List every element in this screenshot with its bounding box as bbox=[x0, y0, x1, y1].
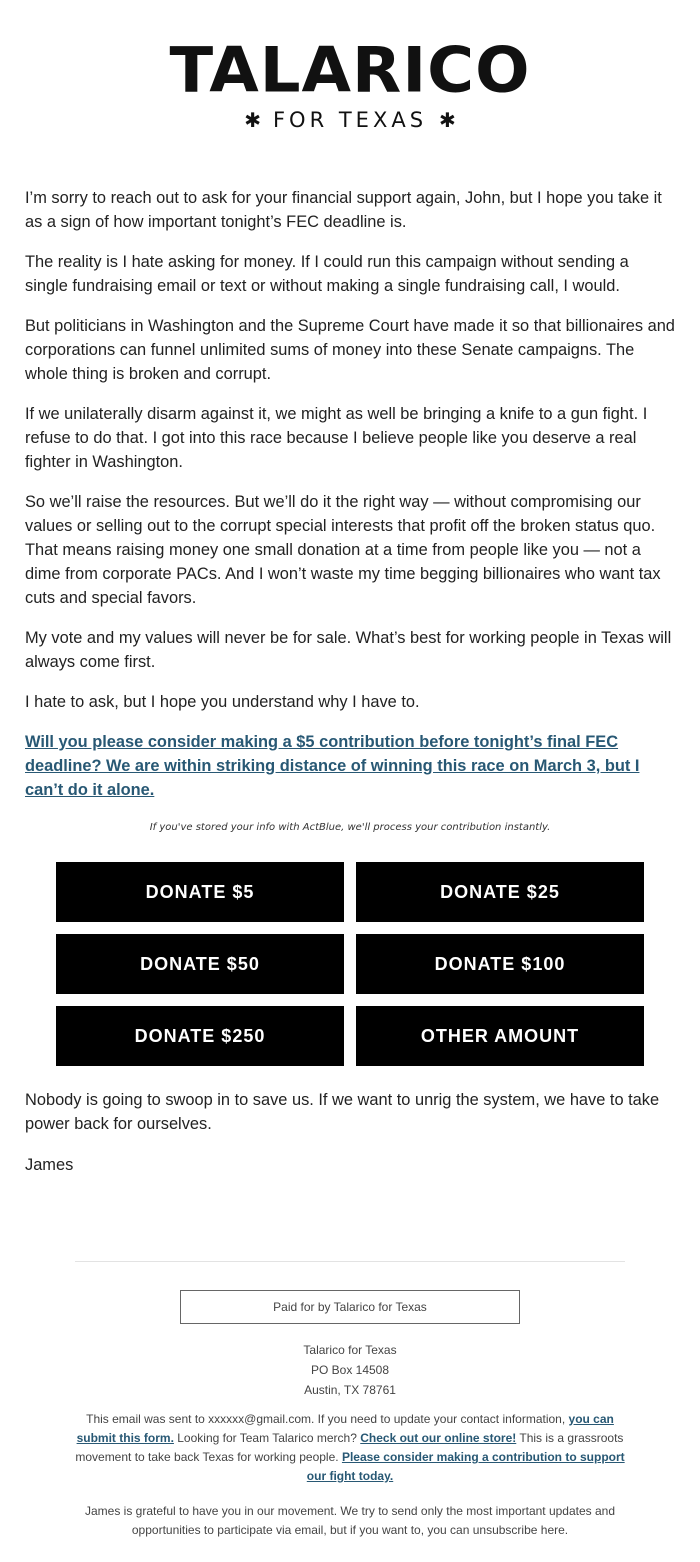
update-contact-link[interactable]: you can submit this form. bbox=[76, 1412, 614, 1445]
grassroots-text: This is a grassroots movement to take back Texas for working people. bbox=[75, 1431, 624, 1464]
donate-button-grid bbox=[56, 862, 644, 1066]
merch-text: Looking for Team Talarico merch? bbox=[173, 1431, 361, 1445]
closing-paragraph: Nobody is going to swoop in to save us. If we want to unrig the system, we have to take power back for ourselves. bbox=[25, 1091, 660, 1133]
unsubscribe-info: James is grateful to have you in our movement. We try to send only the most important updates and opportunities to participate via email, but if you want to, you can unsubscribe here. bbox=[84, 1504, 616, 1537]
online-store-link[interactable]: Check out our online store! bbox=[360, 1431, 517, 1445]
star-icon: ✱ bbox=[244, 108, 261, 132]
email-body bbox=[25, 186, 675, 840]
donate-250-button[interactable]: DONATE $250 bbox=[56, 1006, 344, 1066]
body-paragraph-1: I’m sorry to reach out to ask for your financial support again, John, but I hope you take it as a sign of how important tonight’s FEC deadline is. bbox=[25, 189, 662, 231]
donate-100-button[interactable]: DONATE $100 bbox=[356, 934, 644, 994]
star-icon: ✱ bbox=[439, 108, 456, 132]
donate-other-amount-button[interactable]: OTHER AMOUNT bbox=[356, 1006, 644, 1066]
contribute-footer-link[interactable]: Please consider making a contribution to support our fight today. bbox=[306, 1450, 625, 1483]
logo-subtitle: FOR TEXAS bbox=[272, 108, 428, 132]
footer-info bbox=[75, 1410, 625, 1486]
sent-to-text: This email was sent to xxxxxx@gmail.com. If you need to update your contact information, bbox=[86, 1412, 569, 1426]
contribute-cta-link[interactable]: Will you please consider making a $5 contribution before tonight’s final FEC deadline? We are within striking distance of winning this race on March 3, but I can’t do it alone. bbox=[25, 733, 640, 799]
donate-5-button[interactable]: DONATE $5 bbox=[56, 862, 344, 922]
donate-50-button[interactable]: DONATE $50 bbox=[56, 934, 344, 994]
donate-25-button[interactable]: DONATE $25 bbox=[356, 862, 644, 922]
address-line-1: Talarico for Texas bbox=[303, 1343, 397, 1357]
logo-subtitle-row bbox=[0, 108, 700, 132]
address-line-3: Austin, TX 78761 bbox=[304, 1383, 396, 1397]
mailing-address bbox=[0, 1340, 700, 1400]
footer-divider bbox=[75, 1261, 625, 1262]
body-paragraph-7: I hate to ask, but I hope you understand why I have to. bbox=[25, 693, 420, 711]
signature: James bbox=[25, 1156, 74, 1174]
body-paragraph-5: So we’ll raise the resources. But we’ll do it the right way — without compromising our values or selling out to the corrupt special interests that profit off the broken status quo. That means raising money one small donation at a time from people like you — not a dime from corporate PACs. And I won’t waste my time begging billionaires who want tax cuts and special favors. bbox=[25, 493, 661, 607]
body-paragraph-6: My vote and my values will never be for sale. What’s best for working people in Texas will always come first. bbox=[25, 629, 672, 671]
cta-paragraph bbox=[25, 730, 675, 802]
address-line-2: PO Box 14508 bbox=[310, 1363, 390, 1377]
body-paragraph-4: If we unilaterally disarm against it, we might as well be bringing a knife to a gun fight. I refuse to do that. I got into this race because I believe people like you deserve a real fighter in Washington. bbox=[25, 405, 648, 471]
body-paragraph-3: But politicians in Washington and the Supreme Court have made it so that billionaires and corporations can funnel unlimited sums of money into these Senate campaigns. The whole thing is broken and corrupt. bbox=[25, 317, 675, 383]
campaign-logo bbox=[0, 35, 700, 132]
paid-for-disclaimer: Paid for by Talarico for Texas bbox=[180, 1290, 520, 1324]
closing-section bbox=[25, 1088, 675, 1194]
body-paragraph-2: The reality is I hate asking for money. If I could run this campaign without sending a single fundraising email or text or without making a single fundraising call, I would. bbox=[25, 253, 629, 295]
logo-title: TALARICO bbox=[169, 35, 531, 107]
actblue-note: If you've stored your info with ActBlue, we'll process your contribution instantly. bbox=[149, 822, 551, 833]
